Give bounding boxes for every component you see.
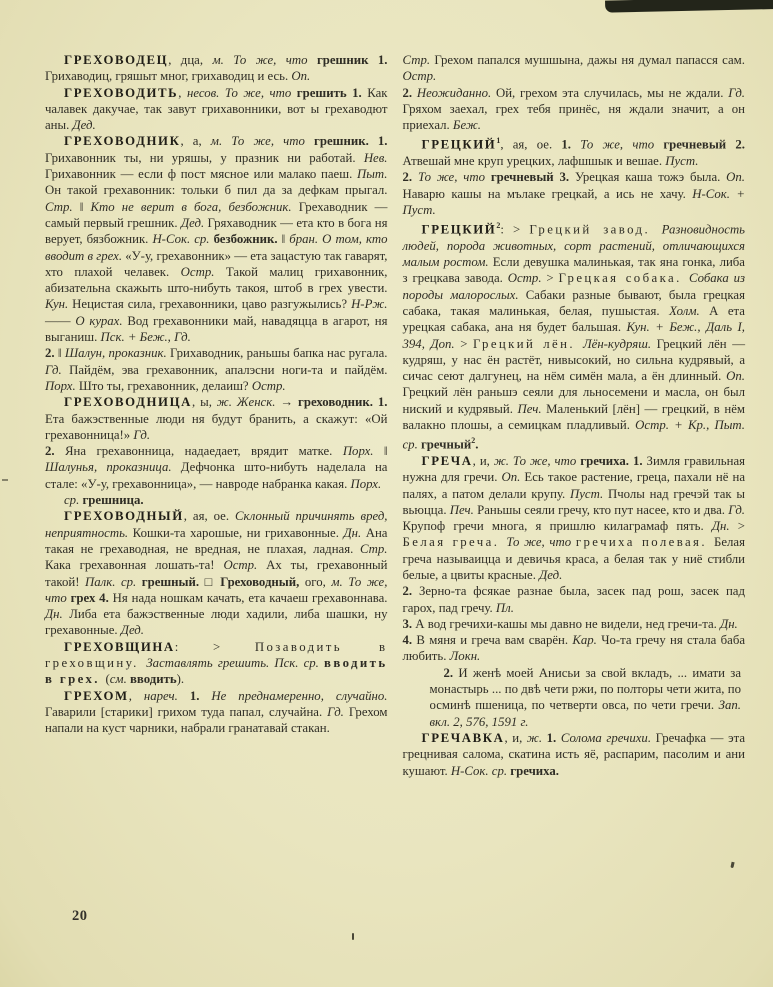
text-run: Грихавонник ты, ни уряшы, у празник ни работай.	[45, 150, 364, 165]
text-run: Чо-та гречу ня стала баба любить.	[402, 633, 746, 664]
italic-run: Остр. + Кр., Пыт. ср.	[402, 418, 745, 452]
text-run: , ая, ое.	[183, 509, 235, 524]
italic-run: см.	[109, 672, 130, 687]
text-run: Крупоф гречи многа, я пришлю килаграмаф пять.	[402, 519, 712, 534]
italic-run: ж.	[526, 730, 547, 745]
italic-run: Заставлять грешить. Пск. ср.	[146, 655, 325, 670]
text-run: Ета бажэственные люди ня будут бранить, а скажут: «Ой грехавонница!»	[45, 411, 388, 442]
italic-run: ж. То же, что	[493, 453, 581, 468]
spaced-phrase-bold: вводить в грех.	[45, 655, 388, 687]
dictionary-paragraph	[45, 492, 388, 508]
italic-run: Гд.	[45, 362, 70, 377]
headword: ГРЕХОВОДНИЦА	[64, 395, 192, 410]
text-run: И женѣ моей Анисьи за свой вкладъ, ... имати за монастырь ... по двѣ чети ржи, по полторы чети жита, по осминѣ пшеница, по четверти овса, по чети гречи.	[429, 665, 741, 713]
text-run: Што ты, грехавонник, делаиш?	[78, 378, 252, 393]
bold-run: 3.	[402, 616, 416, 631]
ink-speck	[730, 862, 734, 868]
italic-run: Дн.	[45, 607, 70, 622]
text-run: Гаварили [старики] грихом туда папал, случайна.	[45, 704, 328, 719]
text-run: Грехаводник — самый первый грешник.	[45, 199, 388, 230]
text-run: , ая, ое.	[500, 137, 562, 152]
italic-run: Остр.	[402, 69, 437, 84]
italic-run: Солома гречихи.	[560, 730, 656, 745]
bold-run: 2.	[402, 170, 418, 185]
headword: ГРЕЦКИЙ	[421, 137, 497, 152]
bold-run: грешник. 1.	[314, 134, 388, 149]
italic-run: Не преднамеренно, случайно.	[211, 688, 388, 703]
bold-run: 4.	[402, 633, 417, 648]
text-run: (	[105, 672, 110, 687]
italic-run: Остр.	[223, 558, 267, 573]
italic-run: Гд.	[327, 704, 349, 719]
text-run: Пчолы над гречэй так ы вьюцца.	[402, 486, 745, 517]
homonym-superscript: 2	[471, 436, 476, 446]
italic-run: Стр.	[402, 53, 435, 67]
text-run: Ня нада ношкам качать, ета качаеш грехавоннава.	[112, 590, 388, 605]
italic-run: Оп.	[726, 170, 745, 185]
italic-run: ж. Женск.	[216, 395, 281, 410]
italic-run: Холм.	[669, 303, 710, 318]
italic-run: То же, что	[417, 170, 491, 185]
bold-run: Греховодный,	[220, 574, 305, 589]
bold-run: гречиха. 1.	[580, 453, 647, 468]
italic-run: Зап. вкл. 2, 576, 1591 г.	[429, 698, 741, 729]
headword: ГРЕХОВЩИНА	[64, 639, 175, 654]
text-run: Грихавонник — если ф пост мясное или малако паеш.	[45, 167, 357, 182]
italic-run: Лён-кудряш.	[582, 336, 657, 351]
spaced-phrase: Грецкий завод.	[529, 222, 662, 237]
text-run: ‖	[57, 346, 65, 361]
text-run: Урецкая каша тожэ была.	[574, 170, 727, 185]
dictionary-paragraph	[403, 52, 746, 85]
italic-run: Остр.	[251, 378, 286, 393]
italic-run: Беж.	[452, 118, 481, 133]
text-run: ‖	[79, 199, 91, 214]
italic-run: Пл.	[495, 600, 514, 615]
text-run: Гряхаводник — ета кто в бога ня верует, бязбожник.	[45, 215, 388, 247]
text-run: Зерно-та фсякае разнае была, засек пад рош, засек пад гарох, пад гречу.	[402, 584, 746, 615]
italic-run: Собака из породы малорослых.	[402, 271, 746, 302]
right-column	[403, 52, 746, 779]
homonym-superscript: 2	[496, 221, 501, 231]
text-run: А ета урецкая сабака, ана ня будет бальшая.	[402, 303, 745, 335]
text-run: Раньшы сеяли гречу, кто пут насее, кто и два.	[477, 502, 729, 517]
text-run: Такой малиц грихавонник, абизательна скажыть што-нибуть такоя, штоб в грех увести.	[45, 264, 388, 296]
text-run: «У-у, грехавонник» — ета зацастую так гаварят, хто плахой челавек.	[45, 248, 388, 279]
text-run: Яна грехавонница, надаедает, врядит матке.	[65, 444, 343, 459]
bold-run: безбожник.	[213, 232, 282, 247]
ink-speck	[352, 933, 354, 940]
dictionary-paragraph	[403, 218, 746, 453]
bold-run: грешник 1.	[316, 53, 388, 67]
text-run: Либа ета бажэственные люди хадили, либа шашки, ну грехавонные.	[45, 607, 388, 638]
italic-run: Гд.	[728, 502, 745, 517]
italic-run: Склонный причинять вред, неприятность.	[45, 509, 388, 540]
homonym-superscript: 1	[496, 136, 501, 146]
text-run: □	[204, 574, 221, 589]
text-run: Белая греча называицца и девичья краса, а белая так у ниё стибли белые, а цвиты красные.	[402, 535, 745, 582]
italic-run: Разновидность людей, порода животных, сорт растений, отличающихся малым ростом.	[402, 222, 746, 270]
bold-run: 1.	[546, 730, 561, 745]
italic-run: Локн.	[449, 649, 481, 664]
scan-edge-artifact	[605, 0, 773, 13]
text-run: Маленький [лён] — грецкий, в нём валакно плошы, а семицкам пладливый.	[402, 401, 745, 433]
text-run: , и,	[472, 453, 494, 468]
text-run: ‖	[383, 444, 388, 459]
italic-run: Остр.	[507, 271, 547, 286]
bold-run: грех 4.	[70, 590, 113, 605]
text-run: , а,	[180, 134, 211, 149]
text-run: , и,	[504, 730, 527, 745]
text-run: В мяня и греча вам сварён.	[416, 633, 573, 648]
bold-run: 2.	[402, 584, 419, 599]
headword: ГРЕЧА	[421, 453, 473, 468]
text-run: >	[460, 336, 474, 351]
italic-run: Пуст.	[665, 154, 699, 169]
bold-run: грешный.	[141, 574, 205, 589]
text-run: >	[546, 271, 559, 286]
italic-run: Н-Рж.	[351, 297, 388, 312]
bold-run: вводить	[129, 672, 177, 687]
italic-run: Палк. ср.	[85, 574, 142, 589]
headword: ГРЕХОМ	[64, 688, 129, 703]
headword: ГРЕХОВОДИТЬ	[64, 85, 179, 100]
text-run: Есь такое растение, греца, пахали нё на палях, а патом делали крупу.	[402, 470, 745, 501]
italic-run: ср.	[64, 493, 83, 508]
italic-run: нареч.	[143, 688, 190, 703]
dictionary-paragraph	[45, 394, 388, 443]
italic-run: Дн.	[720, 616, 738, 631]
dictionary-paragraph	[45, 133, 388, 345]
italic-run: Печ.	[449, 502, 478, 517]
italic-run: Н-Сок. + Пуст.	[402, 186, 745, 217]
italic-run: Печ.	[517, 401, 547, 416]
italic-run: Порх.	[45, 378, 79, 393]
italic-run: Пуст.	[570, 486, 608, 501]
italic-run: Оп.	[501, 470, 525, 485]
text-run: Сабаки разные бывают, была грецкая сабака, такая малинькая, белая, пушыстая.	[402, 287, 745, 318]
text-run: Грецкий лён раньшэ сеяли для льносемени и масла, он был ниский и кудрявый.	[402, 385, 745, 416]
bold-run: гречный	[420, 437, 472, 452]
italic-run: Пск. + Беж., Гд.	[100, 330, 191, 345]
bold-run: гречневый 3.	[490, 170, 575, 185]
text-run: : >	[174, 639, 255, 654]
text-run: : >	[500, 222, 530, 237]
italic-run: Стр.	[359, 541, 388, 556]
italic-run: Порх.	[342, 444, 384, 459]
text-run: Пайдём, эва грехавонник, апалэсни ноги-та и пайдём.	[69, 362, 388, 377]
text-run: ‖	[281, 232, 290, 247]
italic-run: несов. То же, что	[186, 85, 297, 100]
text-run: Гряхом заехал, грех тебя принёс, ня ждали значит, а он приехал.	[402, 101, 745, 133]
headword: ГРЕХОВОДНИК	[64, 134, 181, 149]
bold-run: гречневый 2.	[663, 137, 746, 152]
italic-run: Дед.	[72, 118, 96, 133]
italic-run: бран. О том, кто вводит в грех.	[45, 232, 388, 263]
italic-run: Пыт.	[356, 167, 388, 182]
italic-run: Гд.	[133, 427, 151, 442]
dictionary-paragraph	[403, 730, 746, 779]
spaced-phrase: Позаводить в греховщину.	[45, 639, 388, 670]
spaced-phrase: гречиха полевая.	[575, 535, 715, 550]
text-run: ——	[45, 313, 76, 328]
headword: ГРЕЦКИЙ	[421, 222, 497, 237]
text-run: Гречафка — эта грецнивая салома, скатина исть яё, распарим, пасолим и ани кушают.	[402, 730, 745, 778]
italic-run: О курах.	[75, 313, 128, 328]
spaced-phrase: Грецкая собака.	[558, 271, 689, 286]
dictionary-paragraph	[45, 85, 388, 134]
dictionary-paragraph	[403, 169, 746, 218]
text-run: Наварю кашы на мълаке грецкай, а ись не хачу.	[402, 186, 693, 201]
text-run: ).	[176, 672, 185, 687]
bold-run: гречиха.	[510, 763, 559, 778]
italic-run: Кто не верит в бога, безбожник.	[90, 199, 299, 214]
italic-run: Кун.	[45, 297, 73, 312]
text-run: →	[280, 395, 299, 410]
italic-run: Нев.	[363, 150, 388, 165]
text-run: Кошки-та харошые, ни грихавонные.	[132, 525, 344, 540]
text-run: Он такой грехавонник: тольки б пил да за дефкам прыгал.	[45, 183, 388, 198]
text-run: >	[737, 519, 746, 534]
text-run: Зимля гравильная нужна для гречи.	[402, 453, 746, 485]
italic-run: Остр.	[180, 264, 226, 279]
italic-run: Кун. + Беж., Даль I, 394, Доп.	[402, 320, 745, 351]
text-run: Ой, грехом эта случилась, мы не ждали.	[495, 85, 729, 100]
dictionary-paragraph	[403, 453, 746, 583]
italic-run: Дед.	[180, 215, 208, 230]
text-run: Вод грехавонники май, навадяцца в агарот, ня выганиш.	[45, 313, 388, 345]
bold-run: 1.	[189, 688, 212, 703]
dictionary-paragraph	[45, 688, 388, 737]
text-run: Кака грехавонная лошать-та!	[45, 558, 224, 573]
dictionary-paragraph	[45, 443, 388, 492]
bold-run: .	[475, 437, 479, 452]
text-run: Дефчонка што-нибуть наделала на стале: «У-у, грехавонница», — навроде набранка какая.	[45, 460, 388, 491]
headword: ГРЕХОВОДЕЦ	[64, 53, 169, 67]
ink-speck	[2, 479, 8, 481]
text-run: Грехом папался мушшына, дажы ня думал папасся сам.	[434, 53, 745, 67]
historical-citation	[403, 665, 746, 730]
italic-run: Гд.	[728, 85, 745, 100]
bold-run: 2.	[45, 346, 58, 361]
text-run: Грехом напали на куст чарники, набрали гранатавай стакан.	[45, 704, 388, 736]
italic-run: То же, что	[506, 535, 576, 550]
italic-run: Стр.	[45, 199, 80, 214]
headword: ГРЕЧАВКА	[421, 730, 505, 745]
italic-run: Н-Сок. ср.	[450, 763, 511, 778]
bold-run: грешить 1.	[296, 85, 368, 100]
dictionary-paragraph	[45, 508, 388, 638]
text-run: Атвешай мне круп урецких, лафшшык и вешае.	[402, 154, 666, 169]
text-run: Грихаводник, раньшы бапка нас ругала.	[170, 346, 388, 361]
left-column	[45, 52, 388, 779]
bold-run: 2.	[402, 85, 417, 100]
text-run: Нецистая сила, грехавонники, цаво разгужылись?	[72, 297, 352, 312]
text-run: ,	[128, 688, 144, 703]
text-columns	[45, 52, 745, 779]
text-run: ,	[178, 85, 187, 100]
spaced-phrase: Грецкий лён.	[473, 336, 583, 351]
italic-run: Н-Сок. ср.	[152, 232, 214, 247]
italic-run: То же, что	[580, 137, 664, 152]
spaced-phrase: Белая греча.	[402, 535, 507, 550]
bold-run: 1.	[561, 137, 581, 152]
bold-run: 2.	[443, 665, 459, 680]
text-run: Если девушка малинькая, так яна гонка, либа з грецкава завода.	[402, 255, 745, 286]
italic-run: Шалунья, проказница.	[45, 460, 181, 475]
dictionary-paragraph	[45, 639, 388, 688]
dictionary-paragraph	[45, 345, 388, 394]
italic-run: м. То же, что	[210, 134, 315, 149]
text-run: Грихаводиц, гряшыт мног, грихаводиц и есь.	[45, 69, 292, 84]
italic-run: Дед.	[120, 623, 144, 638]
page-number: 20	[72, 908, 88, 924]
italic-run: Дн.	[343, 525, 366, 540]
italic-run: м. То же, что	[212, 53, 317, 67]
italic-run: Неожиданно.	[416, 85, 496, 100]
italic-run: Дн.	[711, 519, 738, 534]
text-run: , дца,	[168, 53, 213, 67]
headword: ГРЕХОВОДНЫЙ	[64, 509, 184, 524]
text-run: ого,	[304, 574, 332, 589]
dictionary-paragraph	[403, 616, 746, 632]
italic-run: Шалун, проказник.	[64, 346, 170, 361]
italic-run: Оп.	[726, 369, 745, 384]
italic-run: Кар.	[572, 633, 602, 648]
dictionary-paragraph	[403, 583, 746, 616]
italic-run: Дед.	[539, 568, 563, 582]
text-run: Как чалавек дакучае, так завут грихавонники, вот ы грехаводют аны.	[45, 85, 388, 133]
text-run: Ах ты, грехавонный такой!	[45, 558, 388, 589]
dictionary-paragraph	[403, 85, 746, 134]
italic-run: м. То же, что	[45, 574, 388, 605]
italic-run: Оп.	[291, 69, 311, 84]
text-run: Ана такая не грехаводная, не вредная, не плахая, ладная.	[45, 525, 388, 556]
text-run: А вод гречихи-кашы мы давно не видели, нед гречи-та.	[415, 616, 721, 631]
text-run: , ы,	[192, 395, 217, 410]
italic-run: Порх.	[350, 476, 382, 491]
dictionary-paragraph	[45, 52, 388, 85]
bold-run: 2.	[45, 444, 66, 459]
dictionary-paragraph	[403, 632, 746, 665]
bold-run: грешница.	[82, 493, 144, 508]
bold-run: греховодник. 1.	[298, 395, 388, 410]
text-run: Грецкий лён — кудряш, у нас ён растёт, нивысокий, но сильна кудрявый, а сичас сеют далгунец, на нём симён мала, а ён длинный.	[402, 336, 745, 384]
dictionary-paragraph	[403, 133, 746, 169]
